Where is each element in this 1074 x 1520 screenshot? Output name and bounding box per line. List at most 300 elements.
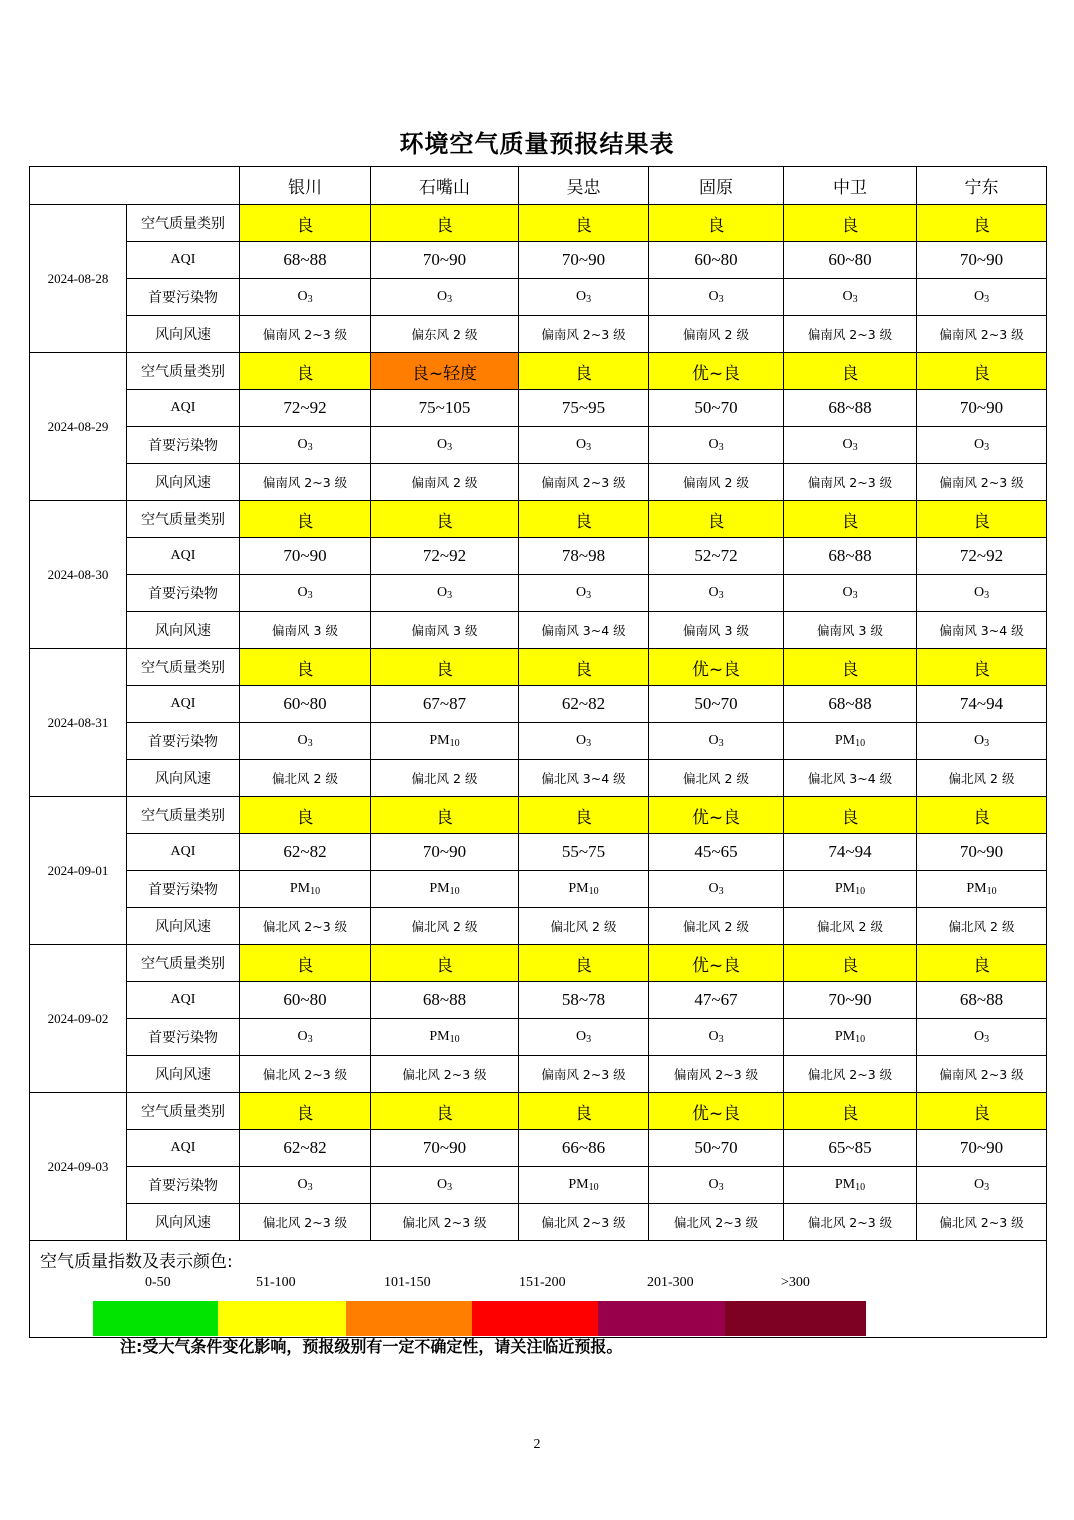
category-cell: 良: [519, 649, 649, 686]
pollutant-name: O: [708, 289, 719, 304]
wind-cell: 偏东风 2 级: [371, 316, 519, 353]
aqi-cell: 55~75: [519, 834, 649, 871]
pollutant-name: O: [436, 585, 448, 600]
pollutant-name: PM: [429, 881, 450, 896]
pollutant-subscript: 3: [586, 590, 592, 601]
category-cell: 优~良: [649, 649, 784, 686]
pollutant-row-label: 首要污染物: [127, 871, 240, 908]
pollutant-row-label: 首要污染物: [127, 575, 240, 612]
category-cell: 良: [917, 945, 1047, 982]
legend-swatch-151-200: [472, 1301, 598, 1336]
forecast-date: 2024-09-02: [30, 945, 127, 1093]
legend: [30, 1241, 1047, 1338]
aqi-cell: 68~88: [784, 538, 917, 575]
category-cell: 良: [240, 945, 371, 982]
pollutant-cell: [649, 723, 784, 760]
legend-swatch-0-50: [93, 1301, 218, 1336]
pollutant-cell: [784, 1019, 917, 1056]
category-cell: 良: [240, 1093, 371, 1130]
aqi-cell: 74~94: [917, 686, 1047, 723]
aqi-cell: 70~90: [519, 242, 649, 279]
pollutant-subscript: 10: [855, 1034, 866, 1045]
pollutant-cell: [240, 723, 371, 760]
table-row: [30, 982, 1047, 1019]
pollutant-subscript: 3: [447, 1182, 453, 1193]
category-cell: 良: [240, 501, 371, 538]
table-row: [30, 945, 1047, 982]
category-cell: 良: [240, 649, 371, 686]
pollutant-cell: [240, 1167, 371, 1204]
table-row: [30, 279, 1047, 316]
pollutant-name: O: [973, 585, 985, 600]
forecast-date: 2024-08-31: [30, 649, 127, 797]
category-cell: 优~良: [649, 1093, 784, 1130]
pollutant-subscript: 10: [588, 1182, 599, 1193]
wind-cell: 偏南风 3~4 级: [917, 612, 1047, 649]
aqi-cell: 65~85: [784, 1130, 917, 1167]
pollutant-cell: [519, 279, 649, 316]
legend-range-label: 101-150: [384, 1275, 431, 1290]
aqi-cell: 45~65: [649, 834, 784, 871]
legend-row: [30, 1241, 1047, 1338]
pollutant-subscript: 10: [588, 886, 599, 897]
aqi-cell: 70~90: [371, 834, 519, 871]
pollutant-name: O: [973, 1029, 985, 1044]
pollutant-subscript: 3: [984, 590, 990, 601]
pollutant-subscript: 3: [447, 590, 453, 601]
pollutant-cell: [371, 575, 519, 612]
wind-cell: 偏北风 2 级: [649, 760, 784, 797]
category-cell: 良: [917, 649, 1047, 686]
pollutant-cell: [917, 871, 1047, 908]
table-row: [30, 427, 1047, 464]
wind-cell: 偏南风 2~3 级: [519, 1056, 649, 1093]
aqi-cell: 72~92: [917, 538, 1047, 575]
pollutant-cell: [784, 723, 917, 760]
pollutant-subscript: 3: [718, 886, 724, 897]
pollutant-cell: [519, 1019, 649, 1056]
pollutant-name: O: [708, 881, 719, 896]
pollutant-name: O: [708, 437, 719, 452]
wind-cell: 偏北风 3~4 级: [519, 760, 649, 797]
category-cell: 良: [917, 205, 1047, 242]
pollutant-subscript: 3: [852, 442, 858, 453]
aqi-cell: 60~80: [784, 242, 917, 279]
header-row: [30, 167, 1047, 205]
pollutant-cell: [784, 1167, 917, 1204]
legend-range-label: 0-50: [145, 1275, 171, 1290]
pollutant-name: O: [842, 289, 853, 304]
pollutant-name: PM: [568, 881, 589, 896]
aqi-cell: 52~72: [649, 538, 784, 575]
wind-cell: 偏北风 2 级: [784, 908, 917, 945]
pollutant-name: O: [575, 733, 587, 748]
pollutant-name: PM: [834, 1177, 856, 1192]
wind-cell: 偏南风 2~3 级: [917, 464, 1047, 501]
legend-range-label: 201-300: [647, 1275, 694, 1290]
wind-cell: 偏南风 3~4 级: [519, 612, 649, 649]
table-row: [30, 908, 1047, 945]
wind-cell: 偏南风 2~3 级: [519, 316, 649, 353]
pollutant-cell: [917, 427, 1047, 464]
pollutant-name: PM: [834, 733, 856, 748]
pollutant-cell: [917, 279, 1047, 316]
aqi-row-label: AQI: [127, 834, 240, 871]
wind-cell: 偏南风 2~3 级: [519, 464, 649, 501]
wind-row-label: 风向风速: [127, 1204, 240, 1241]
forecast-date: 2024-09-03: [30, 1093, 127, 1241]
aqi-cell: 67~87: [371, 686, 519, 723]
pollutant-cell: [784, 871, 917, 908]
pollutant-subscript: 3: [586, 294, 592, 305]
pollutant-name: O: [436, 437, 448, 452]
aqi-cell: 60~80: [240, 982, 371, 1019]
pollutant-subscript: 3: [984, 1182, 990, 1193]
category-cell: 良: [240, 797, 371, 834]
wind-cell: 偏北风 2 级: [371, 908, 519, 945]
forecast-date: 2024-08-30: [30, 501, 127, 649]
category-cell: 良: [519, 1093, 649, 1130]
pollutant-name: O: [708, 1177, 719, 1192]
pollutant-subscript: 10: [449, 886, 460, 897]
category-cell: 良: [649, 501, 784, 538]
category-cell: 优~良: [649, 353, 784, 390]
aqi-cell: 68~88: [240, 242, 371, 279]
pollutant-cell: [917, 1019, 1047, 1056]
category-cell: 良: [649, 205, 784, 242]
wind-cell: 偏南风 3 级: [371, 612, 519, 649]
wind-row-label: 风向风速: [127, 316, 240, 353]
wind-cell: 偏北风 2~3 级: [649, 1204, 784, 1241]
aqi-row-label: AQI: [127, 242, 240, 279]
aqi-cell: 50~70: [649, 390, 784, 427]
pollutant-cell: [784, 575, 917, 612]
pollutant-row-label: 首要污染物: [127, 1167, 240, 1204]
pollutant-subscript: 3: [718, 738, 724, 749]
category-cell: 良: [371, 945, 519, 982]
pollutant-subscript: 3: [307, 442, 313, 453]
legend-range-label: >300: [781, 1275, 810, 1290]
pollutant-cell: [917, 723, 1047, 760]
pollutant-subscript: 3: [984, 1034, 990, 1045]
category-cell: 良: [240, 205, 371, 242]
aqi-cell: 70~90: [371, 242, 519, 279]
aqi-row-label: AQI: [127, 538, 240, 575]
category-cell: 良: [371, 205, 519, 242]
category-cell: 良: [784, 945, 917, 982]
pollutant-subscript: 10: [855, 886, 866, 897]
pollutant-subscript: 10: [310, 886, 321, 897]
pollutant-name: O: [842, 437, 853, 452]
legend-range-label: 151-200: [519, 1275, 566, 1290]
pollutant-subscript: 3: [984, 294, 990, 305]
aqi-cell: 70~90: [240, 538, 371, 575]
aqi-cell: 68~88: [784, 686, 917, 723]
pollutant-cell: [649, 427, 784, 464]
category-cell: 优~良: [649, 797, 784, 834]
city-header: 银川: [240, 167, 371, 205]
wind-cell: 偏南风 2~3 级: [240, 464, 371, 501]
wind-cell: 偏南风 3 级: [649, 612, 784, 649]
table-row: [30, 686, 1047, 723]
wind-cell: 偏北风 2~3 级: [371, 1056, 519, 1093]
pollutant-subscript: 10: [855, 738, 866, 749]
table-row: [30, 1204, 1047, 1241]
pollutant-name: O: [973, 1177, 985, 1192]
table-row: [30, 1167, 1047, 1204]
wind-cell: 偏南风 2~3 级: [649, 1056, 784, 1093]
pollutant-name: PM: [834, 1029, 856, 1044]
aqi-cell: 72~92: [240, 390, 371, 427]
pollutant-name: O: [842, 585, 853, 600]
category-row-label: 空气质量类别: [127, 945, 240, 982]
pollutant-cell: [649, 279, 784, 316]
category-cell: 良: [519, 353, 649, 390]
table-row: [30, 205, 1047, 242]
pollutant-subscript: 3: [447, 294, 453, 305]
pollutant-name: O: [973, 289, 985, 304]
table-row: [30, 353, 1047, 390]
wind-cell: 偏南风 2~3 级: [917, 316, 1047, 353]
pollutant-name: O: [575, 1029, 587, 1044]
table-row: [30, 1093, 1047, 1130]
pollutant-subscript: 3: [718, 1034, 724, 1045]
pollutant-cell: [240, 279, 371, 316]
pollutant-name: PM: [834, 881, 856, 896]
aqi-cell: 72~92: [371, 538, 519, 575]
wind-row-label: 风向风速: [127, 760, 240, 797]
pollutant-subscript: 3: [586, 1034, 592, 1045]
table-row: [30, 649, 1047, 686]
pollutant-cell: [371, 723, 519, 760]
pollutant-subscript: 3: [307, 738, 313, 749]
pollutant-cell: [519, 427, 649, 464]
pollutant-cell: [917, 575, 1047, 612]
wind-cell: 偏北风 3~4 级: [784, 760, 917, 797]
pollutant-name: O: [575, 437, 587, 452]
pollutant-name: O: [297, 437, 308, 452]
city-header: 宁东: [917, 167, 1047, 205]
wind-cell: 偏南风 2 级: [649, 316, 784, 353]
aqi-cell: 68~88: [784, 390, 917, 427]
aqi-cell: 68~88: [917, 982, 1047, 1019]
wind-cell: 偏南风 2~3 级: [784, 316, 917, 353]
forecast-body: [30, 205, 1047, 1241]
wind-cell: 偏北风 2~3 级: [519, 1204, 649, 1241]
table-row: [30, 723, 1047, 760]
category-cell: 良: [784, 797, 917, 834]
aqi-cell: 74~94: [784, 834, 917, 871]
pollutant-subscript: 3: [586, 738, 592, 749]
pollutant-subscript: 3: [718, 442, 724, 453]
wind-cell: 偏南风 2~3 级: [240, 316, 371, 353]
aqi-cell: 58~78: [519, 982, 649, 1019]
forecast-date: 2024-08-29: [30, 353, 127, 501]
legend-swatch-201-300: [598, 1301, 725, 1336]
pollutant-cell: [371, 1019, 519, 1056]
legend-swatch-51-100: [218, 1301, 346, 1336]
category-row-label: 空气质量类别: [127, 353, 240, 390]
table-row: [30, 1056, 1047, 1093]
aqi-cell: 66~86: [519, 1130, 649, 1167]
wind-cell: 偏北风 2 级: [649, 908, 784, 945]
aqi-row-label: AQI: [127, 390, 240, 427]
category-cell: 良: [784, 353, 917, 390]
pollutant-subscript: 3: [718, 294, 724, 305]
category-row-label: 空气质量类别: [127, 797, 240, 834]
pollutant-name: O: [973, 437, 985, 452]
category-cell: 良: [371, 1093, 519, 1130]
pollutant-name: O: [575, 585, 587, 600]
aqi-cell: 75~95: [519, 390, 649, 427]
city-header: 固原: [649, 167, 784, 205]
category-row-label: 空气质量类别: [127, 205, 240, 242]
city-header: 石嘴山: [371, 167, 519, 205]
category-cell: 良: [519, 205, 649, 242]
aqi-cell: 70~90: [917, 242, 1047, 279]
table-row: [30, 797, 1047, 834]
pollutant-name: O: [297, 585, 308, 600]
table-row: [30, 390, 1047, 427]
category-cell: 良: [371, 797, 519, 834]
city-header: 吴忠: [519, 167, 649, 205]
page-title: 环境空气质量预报结果表: [399, 130, 675, 158]
category-cell: 良: [917, 353, 1047, 390]
legend-swatch-over-300: [725, 1301, 866, 1336]
pollutant-name: O: [436, 1177, 448, 1192]
aqi-cell: 50~70: [649, 686, 784, 723]
wind-cell: 偏南风 3 级: [240, 612, 371, 649]
wind-cell: 偏北风 2~3 级: [240, 908, 371, 945]
pollutant-name: PM: [429, 1029, 450, 1044]
wind-cell: 偏南风 2 级: [371, 464, 519, 501]
pollutant-cell: [240, 575, 371, 612]
table-row: [30, 1130, 1047, 1167]
pollutant-cell: [240, 871, 371, 908]
legend-range-label: 51-100: [256, 1275, 296, 1290]
pollutant-name: O: [297, 733, 308, 748]
pollutant-cell: [371, 871, 519, 908]
aqi-cell: 75~105: [371, 390, 519, 427]
table-row: [30, 760, 1047, 797]
pollutant-cell: [519, 871, 649, 908]
legend-title: 空气质量指数及表示颜色:: [40, 1252, 233, 1272]
category-cell: 良: [784, 501, 917, 538]
pollutant-cell: [649, 871, 784, 908]
pollutant-name: O: [708, 733, 719, 748]
pollutant-name: O: [708, 1029, 719, 1044]
wind-cell: 偏北风 2 级: [371, 760, 519, 797]
aqi-cell: 50~70: [649, 1130, 784, 1167]
aqi-cell: 62~82: [519, 686, 649, 723]
pollutant-name: O: [575, 289, 587, 304]
pollutant-cell: [784, 427, 917, 464]
category-cell: 良: [917, 797, 1047, 834]
category-row-label: 空气质量类别: [127, 501, 240, 538]
pollutant-name: O: [708, 585, 719, 600]
pollutant-name: PM: [289, 881, 311, 896]
pollutant-cell: [371, 279, 519, 316]
pollutant-row-label: 首要污染物: [127, 723, 240, 760]
aqi-cell: 70~90: [371, 1130, 519, 1167]
pollutant-row-label: 首要污染物: [127, 1019, 240, 1056]
page-number: 2: [533, 1437, 541, 1452]
table-row: [30, 575, 1047, 612]
pollutant-name: O: [973, 733, 985, 748]
wind-cell: 偏北风 2 级: [917, 760, 1047, 797]
wind-cell: 偏北风 2 级: [240, 760, 371, 797]
category-cell: 良: [519, 945, 649, 982]
aqi-row-label: AQI: [127, 1130, 240, 1167]
table-row: [30, 316, 1047, 353]
wind-row-label: 风向风速: [127, 1056, 240, 1093]
pollutant-cell: [519, 575, 649, 612]
category-cell: 良: [371, 501, 519, 538]
category-cell: 良: [784, 205, 917, 242]
table-row: [30, 501, 1047, 538]
pollutant-name: O: [297, 1029, 308, 1044]
wind-cell: 偏北风 2~3 级: [240, 1056, 371, 1093]
pollutant-subscript: 3: [307, 1182, 313, 1193]
pollutant-subscript: 3: [447, 442, 453, 453]
pollutant-cell: [917, 1167, 1047, 1204]
wind-cell: 偏北风 2~3 级: [371, 1204, 519, 1241]
table-row: [30, 242, 1047, 279]
pollutant-subscript: 10: [449, 1034, 460, 1045]
pollutant-cell: [519, 723, 649, 760]
pollutant-subscript: 10: [986, 886, 997, 897]
aqi-row-label: AQI: [127, 686, 240, 723]
pollutant-subscript: 3: [718, 1182, 724, 1193]
aqi-cell: 70~90: [917, 390, 1047, 427]
pollutant-cell: [784, 279, 917, 316]
pollutant-name: O: [297, 289, 308, 304]
category-row-label: 空气质量类别: [127, 649, 240, 686]
wind-cell: 偏南风 3 级: [784, 612, 917, 649]
city-header: 中卫: [784, 167, 917, 205]
wind-cell: 偏北风 2~3 级: [917, 1204, 1047, 1241]
aqi-cell: 68~88: [371, 982, 519, 1019]
pollutant-subscript: 3: [852, 294, 858, 305]
category-cell: 良: [371, 649, 519, 686]
header-corner: [30, 167, 240, 205]
forecast-date: 2024-09-01: [30, 797, 127, 945]
pollutant-subscript: 3: [852, 590, 858, 601]
pollutant-row-label: 首要污染物: [127, 427, 240, 464]
pollutant-subscript: 3: [307, 1034, 313, 1045]
category-cell: 优~良: [649, 945, 784, 982]
wind-row-label: 风向风速: [127, 464, 240, 501]
pollutant-cell: [649, 1167, 784, 1204]
forecast-note: 注:受大气条件变化影响，预报级别有一定不确定性，请关注临近预报。: [120, 1337, 623, 1356]
pollutant-name: PM: [966, 881, 987, 896]
pollutant-subscript: 3: [307, 590, 313, 601]
aqi-cell: 70~90: [917, 1130, 1047, 1167]
table-row: [30, 871, 1047, 908]
category-cell: 良: [784, 1093, 917, 1130]
wind-cell: 偏南风 2 级: [649, 464, 784, 501]
table-row: [30, 1019, 1047, 1056]
aqi-cell: 60~80: [649, 242, 784, 279]
legend-swatch-101-150: [346, 1301, 472, 1336]
pollutant-subscript: 3: [984, 442, 990, 453]
pollutant-cell: [519, 1167, 649, 1204]
aqi-cell: 78~98: [519, 538, 649, 575]
table-row: [30, 612, 1047, 649]
pollutant-cell: [649, 1019, 784, 1056]
aqi-cell: 47~67: [649, 982, 784, 1019]
aqi-cell: 70~90: [917, 834, 1047, 871]
